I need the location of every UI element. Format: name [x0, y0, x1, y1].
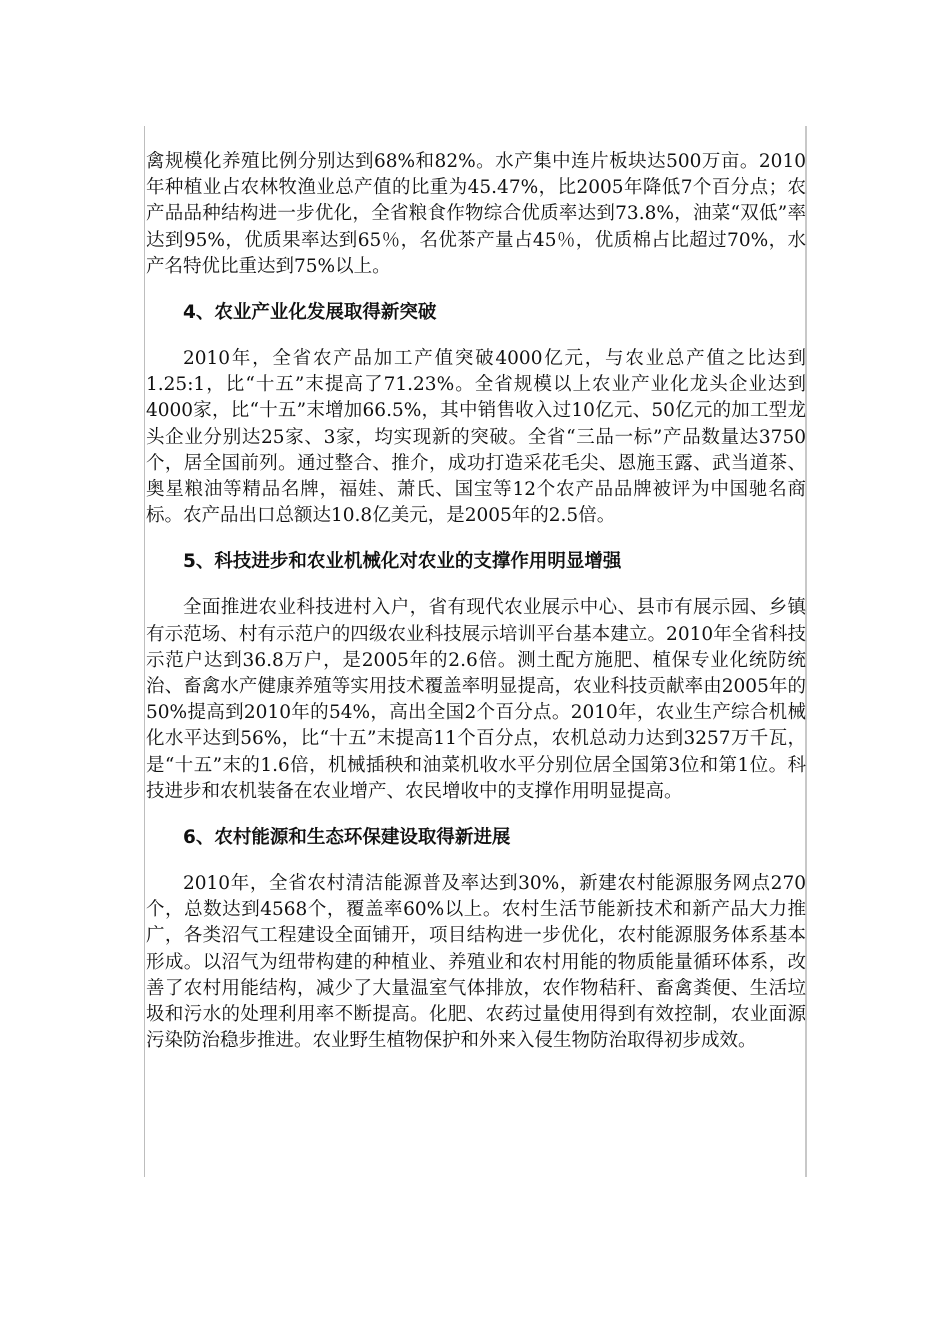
section-paragraph-6: 2010年，全省农村清洁能源普及率达到30%，新建农村能源服务网点270个，总数达到4568个，覆盖率60%以上。农村生活节能新技术和新产品大力推广，各类沼气工程建设全面铺开，项目结构进一步优化，农村能源服务体系基本形成。以沼气为纽带构建的种植业、养殖业和农村用能的物质能量循环体系，改善了农村用能结构，减少了大量温室气体排放，农作物秸秆、畜禽粪便、生活垃圾和污水的处理利用率不断提高。化肥、农药过量使用得到有效控制，农业面源污染防治稳步推进。农业野生植物保护和外来入侵生物防治取得初步成效。 — [146, 873, 806, 1052]
section-paragraph-5: 全面推进农业科技进村入户，省有现代农业展示中心、县市有展示园、乡镇有示范场、村有示范户的四级农业科技展示培训平台基本建立。2010年全省科技示范户达到36.8万户，是2005年的2.6倍。测土配方施肥、植保专业化统防统治、畜禽水产健康养殖等实用技术覆盖率明显提高，农业科技贡献率由2005年的50%提高到2010年的54%，高出全国2个百分点。2010年，农业生产综合机械化水平达到56%，比“十五”末提高11个百分点，农机总动力达到3257万千瓦，是“十五”末的1.6倍，机械插秧和油菜机收水平分别位居全国第3位和第1位。科技进步和农机装备在农业增产、农民增收中的支撑作用明显提高。 — [146, 597, 806, 802]
document-body — [146, 149, 806, 1054]
section-paragraph-4: 2010年，全省农产品加工产值突破4000亿元，与农业总产值之比达到1.25:1，比“十五”末提高了71.23%。全省规模以上农业产业化龙头企业达到4000家，比“十五”末增加66.5%，其中销售收入过10亿元、50亿元的加工型龙头企业分别达25家、3家，均实现新的突破。全省“三品一标”产品数量达3750个，居全国前列。通过整合、推介，成功打造采花毛尖、恩施玉露、武当道茶、奥星粮油等精品名牌，福娃、萧氏、国宝等12个农产品品牌被评为中国驰名商标。农产品出口总额达10.8亿美元，是2005年的2.5倍。 — [146, 348, 806, 527]
section-heading-5: 5、科技进步和农业机械化对农业的支撑作用明显增强 — [183, 551, 622, 573]
section-heading-6: 6、农村能源和生态环保建设取得新进展 — [183, 827, 511, 849]
intro-paragraph: 禽规模化养殖比例分别达到68%和82%。水产集中连片板块达500万亩。2010年种植业占农林牧渔业总产值的比重为45.47%，比2005年降低7个百分点；农产品品种结构进一步优化，全省粮食作物综合优质率达到73.8%，油菜“双低”率达到95%，优质果率达到65％，名优茶产量占45％，优质棉占比超过70%，水产名特优比重达到75%以上。 — [146, 151, 806, 277]
left-border-line — [144, 126, 145, 1177]
section-heading-4: 4、农业产业化发展取得新突破 — [183, 302, 437, 324]
